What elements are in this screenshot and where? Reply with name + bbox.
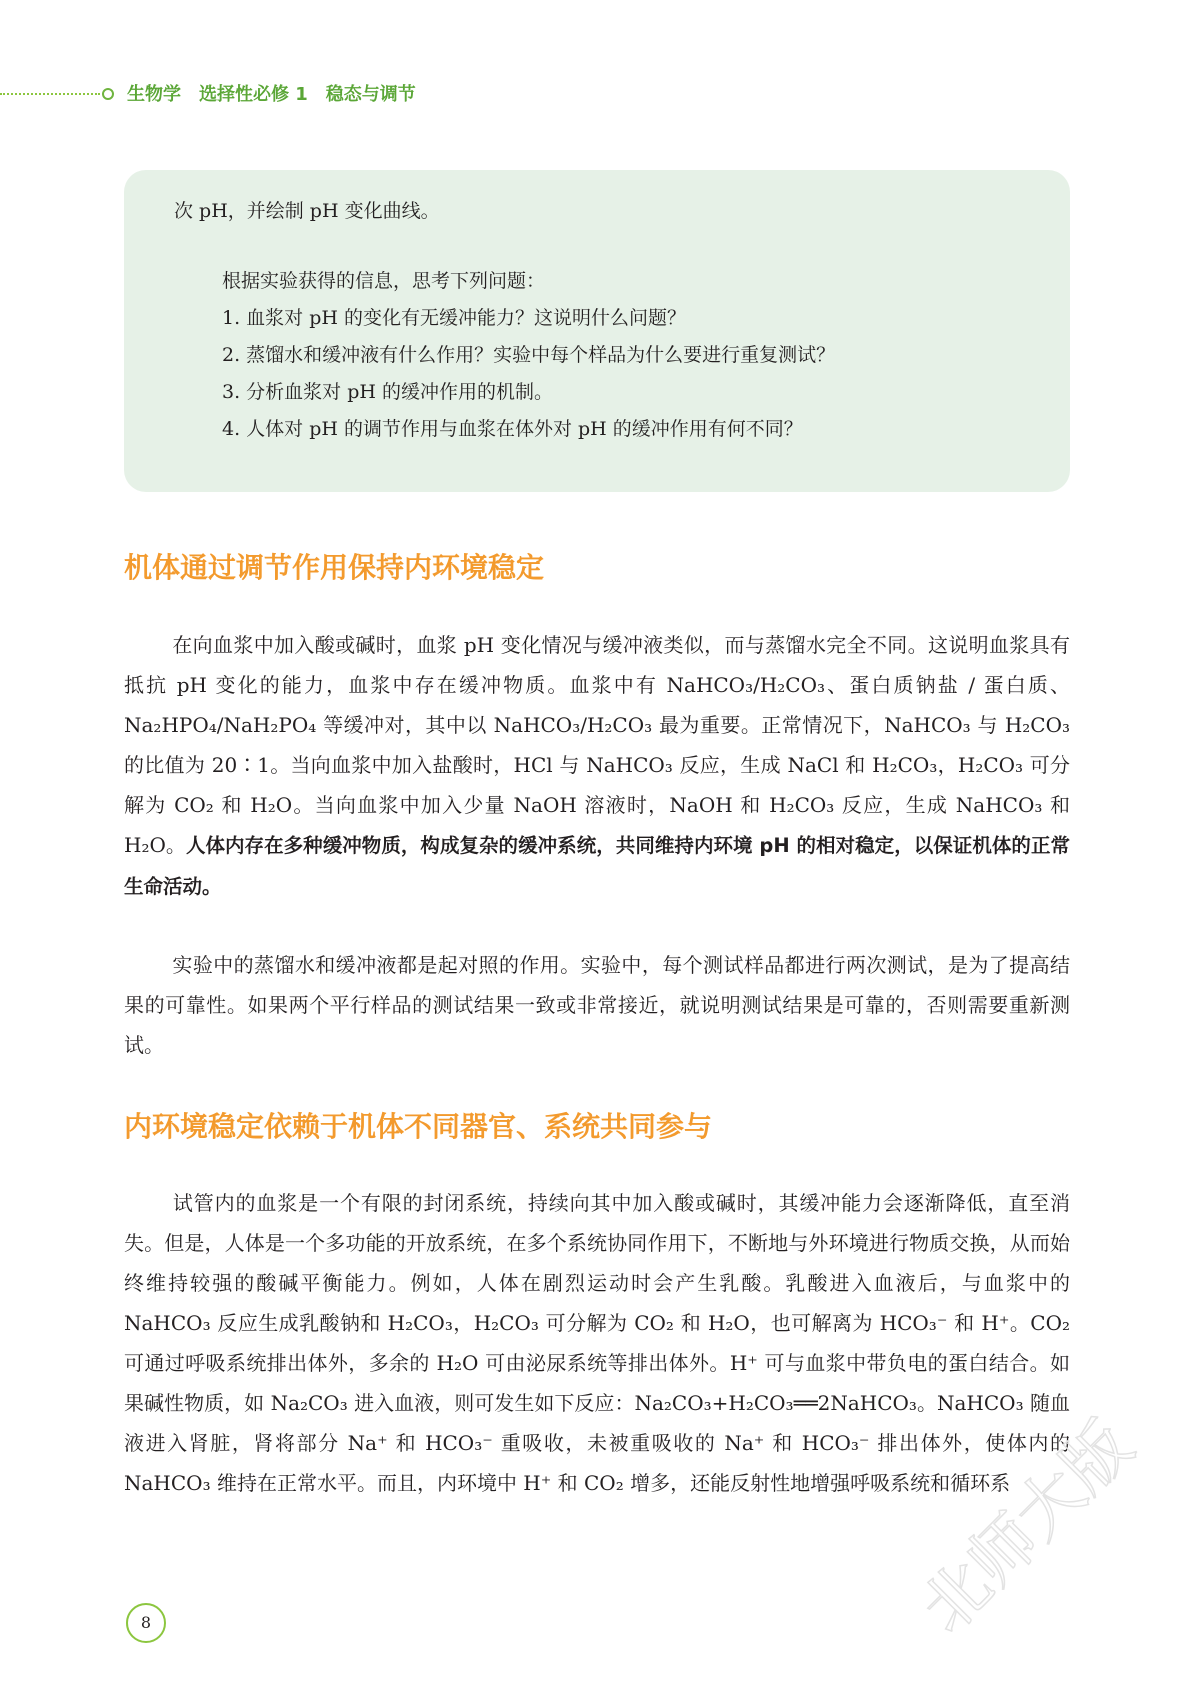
question-item: 3. 分析血浆对 pH 的缓冲作用的机制。 (222, 381, 553, 403)
body-paragraph (124, 625, 1070, 907)
bold-statement: 人体内存在多种缓冲物质，构成复杂的缓冲系统，共同维持内环境 pH 的相对稳定，以保证机体的正常生命活动。 (124, 834, 1070, 898)
publisher-watermark (880, 1380, 1180, 1680)
page-number: 8 (126, 1603, 166, 1643)
question-item: 2. 蒸馏水和缓冲液有什么作用？实验中每个样品为什么要进行重复测试？ (222, 344, 836, 366)
activity-intro: 次 pH，并绘制 pH 变化曲线。 (174, 200, 440, 222)
paragraph-text: 在向血浆中加入酸或碱时，血浆 pH 变化情况与缓冲液类似，而与蒸馏水完全不同。这说明血浆具有抵抗 pH 变化的能力，血浆中存在缓冲物质。血浆中有 NaHCO₃/H₂CO₃、蛋白质钠盐 / 蛋白质、Na₂HPO₄/NaH₂PO₄ 等缓冲对，其中以 NaHCO₃/H₂CO₃ 最为重要。正常情况下，NaHCO₃ 与 H₂CO₃ 的比值为 20∶1。当向血浆中加入盐酸时，HCl 与 NaHCO₃ 反应，生成 NaCl 和 H₂CO₃，H₂CO₃ 可分解为 CO₂ 和 H₂O。当向血浆中加入少量 NaOH 溶液时，NaOH 和 H₂CO₃ 反应，生成 NaHCO₃ 和 H₂O。 (124, 633, 1070, 857)
paragraph-text: 试管内的血浆是一个有限的封闭系统，持续向其中加入酸或碱时，其缓冲能力会逐渐降低，直至消失。但是，人体是一个多功能的开放系统，在多个系统协同作用下，不断地与外环境进行物质交换，从而始终维持较强的酸碱平衡能力。例如，人体在剧烈运动时会产生乳酸。乳酸进入血液后，与血浆中的 NaHCO₃ 反应生成乳酸钠和 H₂CO₃，H₂CO₃ 可分解为 CO₂ 和 H₂O，也可解离为 HCO₃⁻ 和 H⁺。CO₂ 可通过呼吸系统排出体外，多余的 H₂O 可由泌尿系统等排出体外。H⁺ 可与血浆中带负电的蛋白结合。如果碱性物质，如 Na₂CO₃ 进入血液，则可发生如下反应：Na₂CO₃+H₂CO₃══2NaHCO₃。NaHCO₃ 随血液进入肾脏，肾将部分 Na⁺ 和 HCO₃⁻ 重吸收，未被重吸收的 Na⁺ 和 HCO₃⁻ 排出体外，使体内的 NaHCO₃ 维持在正常水平。而且，内环境中 H⁺ 和 CO₂ 增多，还能反射性地增强呼吸系统和循环系 (124, 1191, 1070, 1495)
running-header (0, 80, 600, 108)
section-heading: 机体通过调节作用保持内环境稳定 (124, 551, 545, 584)
questions-lead: 根据实验获得的信息，思考下列问题： (222, 270, 546, 292)
body-paragraph (124, 945, 1070, 1065)
book-title: 生物学 选择性必修 1 稳态与调节 (127, 84, 416, 105)
question-item: 4. 人体对 pH 的调节作用与血浆在体外对 pH 的缓冲作用有何不同？ (222, 418, 803, 440)
paragraph-text: 实验中的蒸馏水和缓冲液都是起对照的作用。实验中，每个测试样品都进行两次测试，是为了提高结果的可靠性。如果两个平行样品的测试结果一致或非常接近，就说明测试结果是可靠的，否则需要重新测试。 (124, 953, 1070, 1057)
header-dotted-line (0, 93, 100, 95)
watermark-text: 北师大版 (906, 1406, 1148, 1648)
header-circle-icon (102, 88, 114, 100)
question-item: 1. 血浆对 pH 的变化有无缓冲能力？这说明什么问题？ (222, 307, 686, 329)
section-heading: 内环境稳定依赖于机体不同器官、系统共同参与 (124, 1110, 713, 1143)
activity-box (124, 170, 1070, 492)
